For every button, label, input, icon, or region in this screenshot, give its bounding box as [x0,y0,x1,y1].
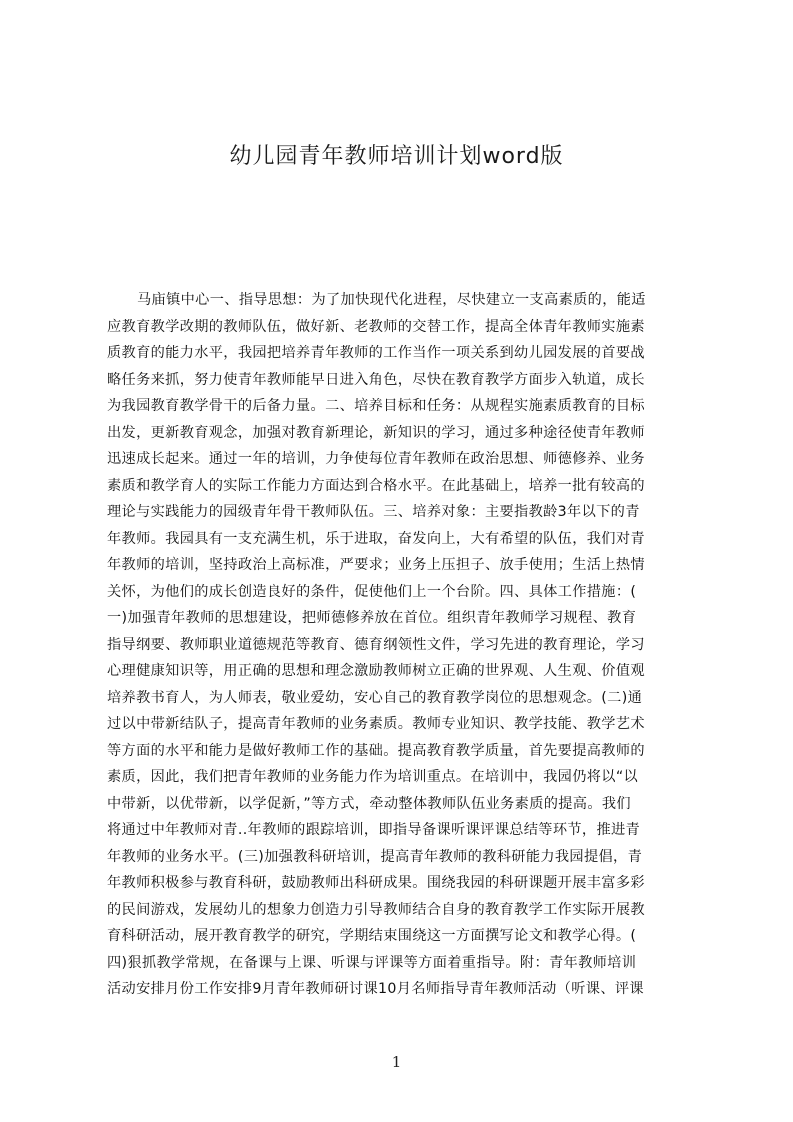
text-line: 年教师的培训，坚持政治上高标准，严要求；业务上压担子、放手使用；生活上热情 [107,557,645,573]
text-line: 理论与实践能力的园级青年骨干教师队伍。三、培养对象：主要指教龄3年以下的青 [107,504,640,520]
page-number: 1 [391,1053,402,1071]
text-line: 等方面的水平和能力是做好教师工作的基础。提高教育教学质量，首先要提高教师的 [107,742,645,759]
text-line: 育科研活动，展开教育教学的研究，学期结束围绕这一方面撰写论文和教学心得。( [107,928,637,944]
text-line: 出发，更新教育观念，加强对教育新理论，新知识的学习，通过多种途径使青年教师 [107,424,645,441]
text-line: 年教师积极参与教育科研，鼓励教师出科研成果。围绕我园的科研课题开展丰富多彩 [107,875,645,891]
text-line: 关怀，为他们的成长创造良好的条件，促使他们上一个台阶。四、具体工作措施：( [107,583,637,600]
text-line: 活动安排月份工作安排9月青年教师研讨课10月名师指导青年教师活动（听课、评课 [107,981,644,997]
text-line: 将通过中年教师对青..年教师的跟踪培训，即指导备课听课评课总结等环节，推进青 [107,822,641,838]
text-line: 一)加强青年教师的思想建设，把师德修养放在首位。组织青年教师学习规程、教育 [107,610,637,626]
text-line: 培养教书育人，为人师表，敬业爱幼，安心自己的教育教学岗位的思想观念。(二)通 [107,689,643,706]
text-line: 迅速成长起来。通过一年的培训，力争使每位青年教师在政治思想、师德修养、业务 [107,451,645,467]
text-line: 心理健康知识等，用正确的思想和理念激励教师树立正确的世界观、人生观、价值观 [107,663,645,679]
text-line: 略任务来抓，努力使青年教师能早日进入角色，尽快在教育教学方面步入轨道，成长 [107,371,645,388]
text-line: 年教师的业务水平。(三)加强教科研培训，提高青年教师的教科研能力我园提倡，青 [107,848,643,865]
text-line: 年教师。我园具有一支充满生机，乐于进取，奋发向上，大有希望的队伍，我们对青 [107,530,645,547]
text-line: 素质和教学育人的实际工作能力方面达到合格水平。在此基础上，培养一批有较高的 [107,477,645,494]
text-line: 马庙镇中心一、指导思想：为了加快现代化进程，尽快建立一支高素质的，能适 [137,292,646,308]
text-line: 中带新，以优带新，以学促新，”等方式，牵动整体教师队伍业务素质的提高。我们 [107,795,631,812]
text-line: 应教育教学改期的教师队伍，做好新、老教师的交替工作，提高全体青年教师实施素 [107,318,645,335]
text-line: 的民间游戏，发展幼儿的想象力创造力引导教师结合自身的教育教学工作实际开展教 [107,901,645,918]
document-title: 幼儿园青年教师培训计划word版 [229,144,564,169]
text-line: 质教育的能力水平，我园把培养青年教师的工作当作一项关系到幼儿园发展的首要战 [107,345,645,361]
document-body [107,287,699,1003]
text-line: 为我园教育教学骨干的后备力量。二、培养目标和任务：从规程实施素质教育的目标 [107,398,645,414]
text-line: 过以中带新结队子，提高青年教师的业务素质。教师专业知识、教学技能、教学艺术 [107,716,645,732]
text-line: 指导纲要、教师职业道德规范等教育、德育纲领性文件，学习先进的教育理论，学习 [107,636,645,653]
text-line: 四)狠抓教学常规，在备课与上课、听课与评课等方面着重指导。附：青年教师培训 [107,954,637,971]
text-line: 素质，因此，我们把青年教师的业务能力作为培训重点。在培训中，我园仍将以“以 [107,769,639,785]
